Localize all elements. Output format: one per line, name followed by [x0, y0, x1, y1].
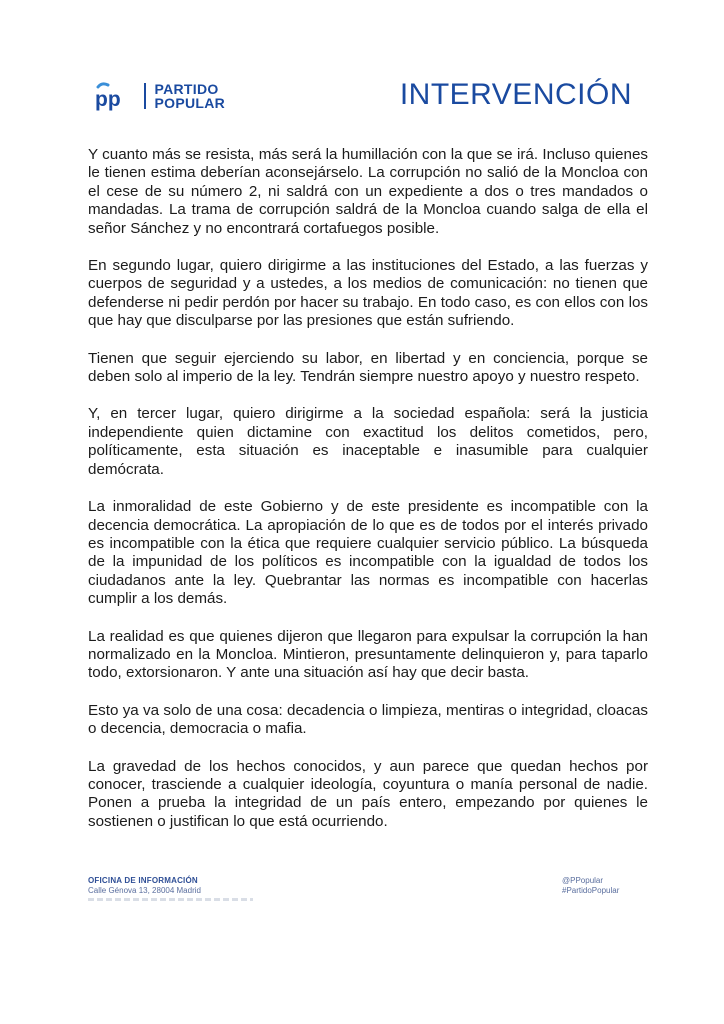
footer-twitter: @PPopular [562, 876, 604, 885]
paragraph: La inmoralidad de este Gobierno y de este presidente es incompatible con la decencia democrática. La apropiación de lo que es de todos por el interés privado es incompatible con la ética que requiere cualquier servicio público. La búsqueda de la impunidad de los políticos es incompatible con la igualdad de todos los ciudadanos ante la ley. Quebrantar las normas es incompatible con hacerlas cumplir a los demás. [88, 498, 648, 608]
paragraph: Y cuanto más se resista, más será la humillación con la que se irá. Incluso quienes le tienen estima deberían aconsejárselo. La corrupción no salió de la Moncloa con el cese de su número 2, ni saldrá con un expediente a dos o tres mandados o mandadas. La trama de corrupción saldrá de la Moncloa cuando salga de ella el señor Sánchez y no encontrará cortafuegos posible. [88, 146, 648, 237]
party-logo [92, 76, 225, 116]
footer-social [562, 876, 619, 896]
pp-logo-icon [92, 81, 138, 111]
page-header [92, 76, 632, 116]
paragraph: Esto ya va solo de una cosa: decadencia o limpieza, mentiras o integridad, cloacas o decencia, democracia o mafia. [88, 701, 648, 738]
logo-separator [144, 83, 146, 109]
footer-office: OFICINA DE INFORMACIÓN [88, 876, 198, 885]
footer-cut-line [88, 898, 253, 901]
paragraph: La realidad es que quienes dijeron que llegaron para expulsar la corrupción la han normalizado en la Moncloa. Mintieron, presuntamente delinquieron y, para taparlo todo, extorsionaron. Y ante una situación así hay que decir basta. [88, 627, 648, 682]
logo-wordmark [155, 82, 226, 110]
document-title: INTERVENCIÓN [399, 78, 632, 111]
footer-address: Calle Génova 13, 28004 Madrid [88, 886, 201, 895]
logo-line-1: PARTIDO [154, 81, 219, 97]
footer-hashtag: #PartidoPopular [562, 886, 620, 895]
paragraph: En segundo lugar, quiero dirigirme a las instituciones del Estado, a las fuerzas y cuerpos de seguridad y a ustedes, a los medios de comunicación: no tienen que defenderse ni pedir perdón por hacer su trabajo. En todo caso, es con ellos con los que hay que disculparse por las presiones que están sufriendo. [88, 257, 648, 330]
footer-contact [88, 876, 201, 896]
speech-body [88, 146, 648, 850]
paragraph: La gravedad de los hechos conocidos, y aun parece que quedan hechos por conocer, trasciende a cualquier ideología, coyuntura o manía personal de nadie. Ponen a prueba la integridad de un país entero, empezando por quienes le sostienen o justifican lo que está ocurriendo. [88, 757, 648, 830]
paragraph: Y, en tercer lugar, quiero dirigirme a la sociedad española: será la justicia independiente quien dictamine con exactitud los delitos cometidos, pero, políticamente, esta situación es inaceptable e inasumible para cualquier demócrata. [88, 405, 648, 478]
paragraph: Tienen que seguir ejerciendo su labor, en libertad y en conciencia, porque se deben solo al imperio de la ley. Tendrán siempre nuestro apoyo y nuestro respeto. [88, 349, 648, 386]
svg-text:pp: pp [95, 88, 121, 111]
logo-line-2: POPULAR [154, 95, 226, 111]
